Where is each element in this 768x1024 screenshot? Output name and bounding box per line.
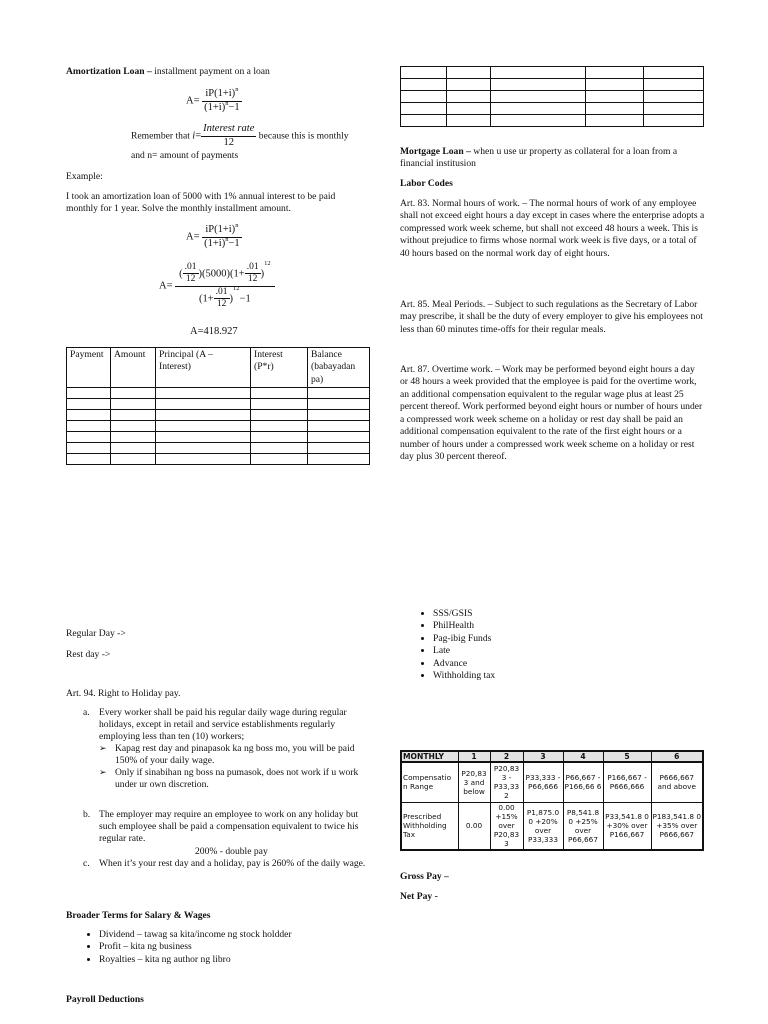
table-row	[67, 454, 370, 465]
art83-text: Art. 83. Normal hours of work. – The normal hours of work of any employee shall not exceed eight hours a day except in cases where the enterprise adopts a compressed work week scheme, but shall not exceed 48 hours a week. This is without prejudice to firms whose normal work week is five days, or a total of 40 hours based on the normal work day of eight hours.	[400, 198, 705, 259]
table-cell: P66,667 - P166,66 6	[563, 762, 603, 802]
table-row	[401, 91, 704, 103]
formula-result: A=418.927	[190, 326, 238, 337]
net-pay-label: Net Pay -	[400, 891, 438, 902]
list-item: • Withholding tax	[433, 670, 733, 682]
table-row	[401, 67, 704, 79]
table-header-cell: Payment	[67, 348, 111, 388]
table-row	[67, 399, 370, 410]
art87-text: Art. 87. Overtime work. – Work may be performed beyond eight hours a day or 48 hours a week provided that the employee is paid for the overtime work, an additional compensation equivalent to the regular wage plus at least 25 percent thereof. Work performed beyond eight hours or number of hours under a compressed work week scheme on a holiday or rest day shall be paid an additional compensation equivalent to the rate of the first eight hours or a number of hours under a compressed work week scheme on a holiday or rest day plus 30 percent thereof.	[400, 364, 703, 463]
double-pay-note: 200% - double pay	[195, 846, 268, 857]
table-header-cell: 5	[603, 751, 651, 762]
table-row	[401, 103, 704, 115]
labor-codes-title: Labor Codes	[400, 178, 453, 189]
art94-title: Art. 94. Right to Holiday pay.	[66, 688, 181, 699]
table-row	[67, 388, 370, 399]
table-cell: P666,667 and above	[651, 762, 703, 802]
table-row	[67, 421, 370, 432]
empty-table	[400, 66, 704, 127]
remember-note: Remember that i= $\frac{\text{Interest rate}}{12}$ because this is monthly and n= amount of payments	[131, 123, 349, 162]
list-item: ➢ Only if sinabihan ng boss na pumasok, does not work if u work under ur own discretion.	[99, 767, 359, 790]
table-row	[67, 432, 370, 443]
table-cell: P33,333 - P66,666	[523, 762, 563, 802]
table-header-cell: MONTHLY	[401, 751, 458, 762]
table-row	[67, 443, 370, 454]
table-header-cell: Balance (babayadan pa)	[308, 348, 370, 388]
table-header-cell: Interest (P*r)	[251, 348, 308, 388]
art94-list	[66, 707, 366, 791]
table-cell: P20,83 3 - P33,33 2	[490, 762, 523, 802]
withholding-tax-table	[400, 750, 704, 851]
example-text: I took an amortization loan of 5000 with 1% annual interest to be paid monthly for 1 year. Solve the monthly installment amount.	[66, 191, 336, 215]
regular-day-label: Regular Day ->	[66, 628, 126, 639]
rest-day-label: Rest day ->	[66, 649, 111, 660]
list-item: ➢ Kapag rest day and pinapasok ka ng boss mo, you will be paid 150% of your daily wage.	[99, 743, 355, 766]
amortization-title: Amortization Loan –	[66, 66, 152, 77]
mortgage-loan: Mortgage Loan – when u use ur property as collateral for a loan from a financial institusion	[400, 146, 678, 170]
amortization-formula: A= $\frac{iP(1+i)^n}{(1+i)^n-1}$	[186, 86, 240, 113]
list-item: • Pag-ibig Funds	[433, 633, 733, 645]
arrow-bullet-icon: ➢	[99, 768, 107, 778]
table-cell: P8,541.8 0 +25% over P66,667	[563, 802, 603, 850]
art94-sublist	[99, 743, 366, 791]
table-cell: P33,541.8 0 +30% over P166,667	[603, 802, 651, 850]
table-cell: P20,83 3 and below	[458, 762, 490, 802]
broader-terms-title: Broader Terms for Salary & Wages	[66, 910, 211, 921]
list-item: • Advance	[433, 658, 733, 670]
table-header-cell: Amount	[111, 348, 156, 388]
table-cell: 0.00 +15% over P20,83 3	[490, 802, 523, 850]
deductions-list	[400, 608, 733, 682]
table-header-cell: 6	[651, 751, 703, 762]
amortization-title-rest: installment payment on a loan	[151, 66, 270, 77]
tax-table-header	[401, 751, 703, 762]
broader-terms-list	[66, 929, 399, 966]
amortization-table-header	[67, 348, 370, 388]
table-row	[401, 79, 704, 91]
table-cell: 0.00	[458, 802, 490, 850]
table-header-cell: 1	[458, 751, 490, 762]
table-cell: Compensatio n Range	[401, 762, 458, 802]
list-item: • Dividend – tawag sa kita/income ng stock holdder	[99, 929, 399, 941]
substituted-formula: A= ( $\frac{.01}{12}$ )(5000)(1+ $\frac{.01}{12}$ )$^{12}$ (1+ $\frac{.01}{12}$ )$^{12}$−1	[159, 262, 275, 311]
table-header-cell: Principal (A – Interest)	[156, 348, 251, 388]
table-row	[401, 762, 703, 802]
table-header-cell: 3	[523, 751, 563, 762]
table-row	[401, 115, 704, 127]
table-cell: Prescribed Withholding Tax	[401, 802, 458, 850]
list-item: • Late	[433, 645, 733, 657]
table-header-cell: 4	[563, 751, 603, 762]
amortization-formula-repeat: A= $\frac{iP(1+i)^n}{(1+i)^n-1}$	[186, 222, 240, 249]
table-row	[67, 410, 370, 421]
list-item: c. When it’s your rest day and a holiday, pay is 260% of the daily wage.	[83, 858, 366, 869]
amortization-heading	[66, 66, 270, 78]
list-item: • SSS/GSIS	[433, 608, 733, 620]
arrow-bullet-icon: ➢	[99, 744, 107, 754]
payroll-deductions-title: Payroll Deductions	[66, 994, 144, 1005]
art94-list-c	[66, 858, 366, 870]
table-header-cell: 2	[490, 751, 523, 762]
table-cell: P166,667 - P666,666	[603, 762, 651, 802]
list-item: • PhilHealth	[433, 620, 733, 632]
list-item: a. Every worker shall be paid his regular daily wage during regular holidays, except in retail and service establishments regularly employing less than ten (10) workers; ➢ Kapag rest day and pinapasok ka ng boss mo, you will be paid 150% of your daily wage. ➢ Only if sinabihan ng boss na pumasok, does not work if u work under ur own discretion.	[66, 707, 366, 791]
table-row	[401, 802, 703, 850]
example-label: Example:	[66, 171, 103, 182]
list-item: • Royalties – kita ng author ng libro	[99, 954, 399, 966]
list-item: • Profit – kita ng business	[99, 941, 399, 953]
amortization-table	[66, 347, 370, 465]
art94-list-b	[66, 809, 366, 845]
table-cell: P183,541.8 0 +35% over P666,667	[651, 802, 703, 850]
table-cell: P1,875.0 0 +20% over P33,333	[523, 802, 563, 850]
art85-text: Art. 85. Meal Periods. – Subject to such regulations as the Secretary of Labor may prescribe, it shall be the duty of every employer to give his employees not less than 60 minutes time-offs for their regular meals.	[400, 299, 703, 335]
gross-pay-label: Gross Pay –	[400, 871, 449, 882]
list-item: b. The employer may require an employee to work on any holiday but such employee shall be paid a compensation equivalent to twice his regular rate.	[83, 809, 359, 844]
